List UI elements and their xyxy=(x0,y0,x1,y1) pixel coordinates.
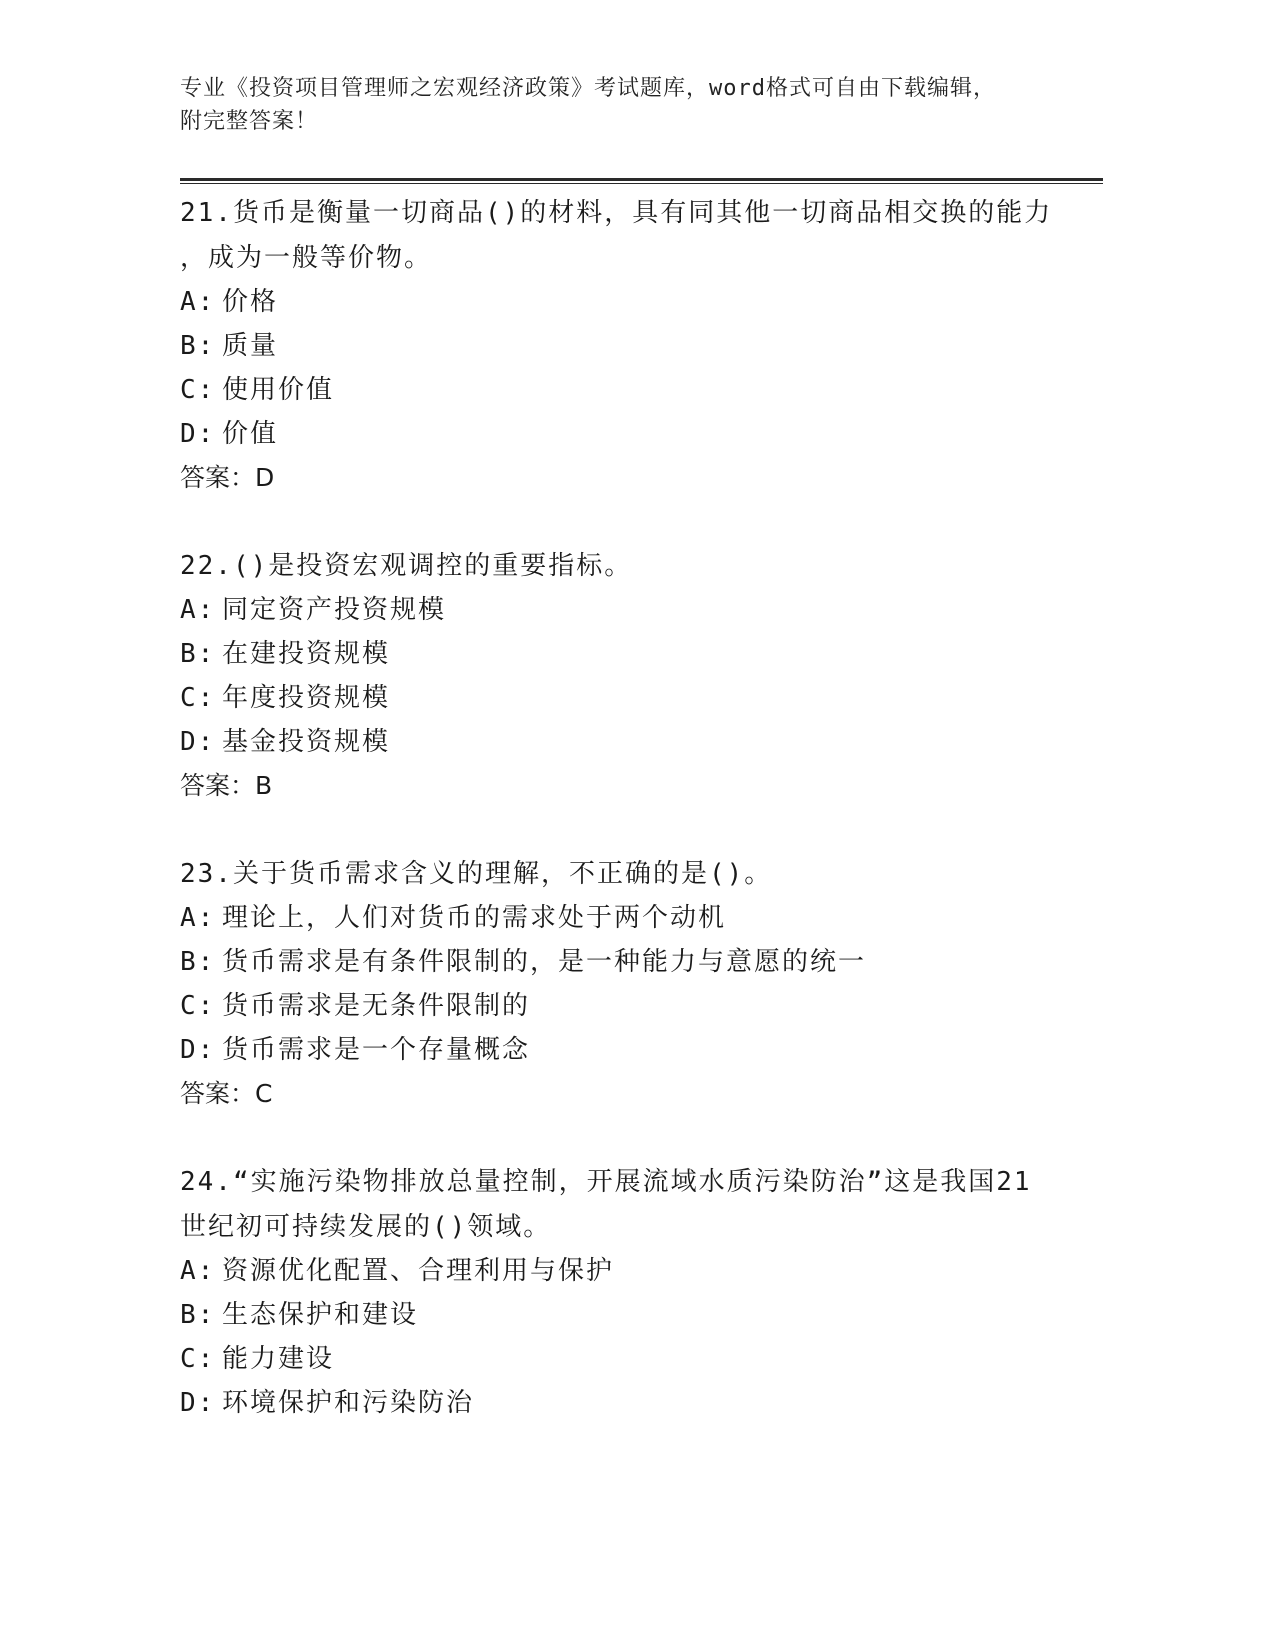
option-key: D: xyxy=(180,727,216,757)
option-key: C: xyxy=(180,683,216,713)
question-stem-line: 22.()是投资宏观调控的重要指标。 xyxy=(180,551,633,581)
option-key: A: xyxy=(180,287,216,317)
question-spacer xyxy=(180,500,1060,543)
document-header xyxy=(180,72,1060,138)
option-text: 基金投资规模 xyxy=(222,727,391,757)
header-divider-thin xyxy=(180,183,1103,184)
header-line-1: 专业《投资项目管理师之宏观经济政策》考试题库，word格式可自由下载编辑， xyxy=(180,76,996,101)
option-a xyxy=(180,1249,1060,1293)
question-stem-line: 23.关于货币需求含义的理解，不正确的是()。 xyxy=(180,859,773,889)
option-key: A: xyxy=(180,1256,216,1286)
option-b xyxy=(180,324,1060,368)
option-text: 货币需求是一个存量概念 xyxy=(222,1035,531,1065)
option-text: 年度投资规模 xyxy=(222,683,391,713)
question-24 xyxy=(180,1159,1060,1425)
option-key: B: xyxy=(180,1300,216,1330)
answer-line: 答案：D xyxy=(180,463,275,492)
option-c xyxy=(180,368,1060,412)
option-key: A: xyxy=(180,595,216,625)
header-divider-thick xyxy=(180,178,1103,181)
question-21 xyxy=(180,190,1060,500)
option-c xyxy=(180,984,1060,1028)
question-stem-line: ，成为一般等价物。 xyxy=(180,243,433,273)
header-line-2: 附完整答案！ xyxy=(180,109,319,134)
question-spacer xyxy=(180,808,1060,851)
option-text: 能力建设 xyxy=(222,1344,335,1374)
option-text: 货币需求是有条件限制的，是一种能力与意愿的统一 xyxy=(222,947,867,977)
option-key: D: xyxy=(180,419,216,449)
option-d xyxy=(180,1381,1060,1425)
option-key: D: xyxy=(180,1035,216,1065)
option-key: B: xyxy=(180,331,216,361)
option-text: 价格 xyxy=(222,287,279,317)
option-key: C: xyxy=(180,375,216,405)
question-stem-line: 21.货币是衡量一切商品()的材料，具有同其他一切商品相交换的能力 xyxy=(180,198,1053,228)
option-b xyxy=(180,940,1060,984)
question-22 xyxy=(180,543,1060,808)
option-b xyxy=(180,1293,1060,1337)
option-d xyxy=(180,720,1060,764)
option-d xyxy=(180,412,1060,456)
option-a xyxy=(180,588,1060,632)
option-text: 价值 xyxy=(222,419,279,449)
answer-line: 答案：B xyxy=(180,771,273,800)
option-text: 生态保护和建设 xyxy=(222,1300,419,1330)
option-text: 理论上，人们对货币的需求处于两个动机 xyxy=(222,903,727,933)
question-list xyxy=(180,190,1060,1425)
answer-line: 答案：C xyxy=(180,1079,273,1108)
option-d xyxy=(180,1028,1060,1072)
option-c xyxy=(180,1337,1060,1381)
option-text: 使用价值 xyxy=(222,375,335,405)
option-text: 同定资产投资规模 xyxy=(222,595,447,625)
option-a xyxy=(180,280,1060,324)
question-stem-line: 世纪初可持续发展的()领域。 xyxy=(180,1212,552,1242)
option-key: B: xyxy=(180,947,216,977)
question-stem-line: 24.“实施污染物排放总量控制，开展流域水质污染防治”这是我国21 xyxy=(180,1167,1032,1197)
option-key: C: xyxy=(180,991,216,1021)
option-text: 资源优化配置、合理利用与保护 xyxy=(222,1256,615,1286)
option-key: A: xyxy=(180,903,216,933)
option-key: C: xyxy=(180,1344,216,1374)
option-text: 环境保护和污染防治 xyxy=(222,1388,475,1418)
option-c xyxy=(180,676,1060,720)
question-23 xyxy=(180,851,1060,1116)
option-key: D: xyxy=(180,1388,216,1418)
option-b xyxy=(180,632,1060,676)
option-text: 货币需求是无条件限制的 xyxy=(222,991,531,1021)
option-text: 在建投资规模 xyxy=(222,639,391,669)
option-key: B: xyxy=(180,639,216,669)
option-text: 质量 xyxy=(222,331,279,361)
option-a xyxy=(180,896,1060,940)
question-spacer xyxy=(180,1116,1060,1159)
